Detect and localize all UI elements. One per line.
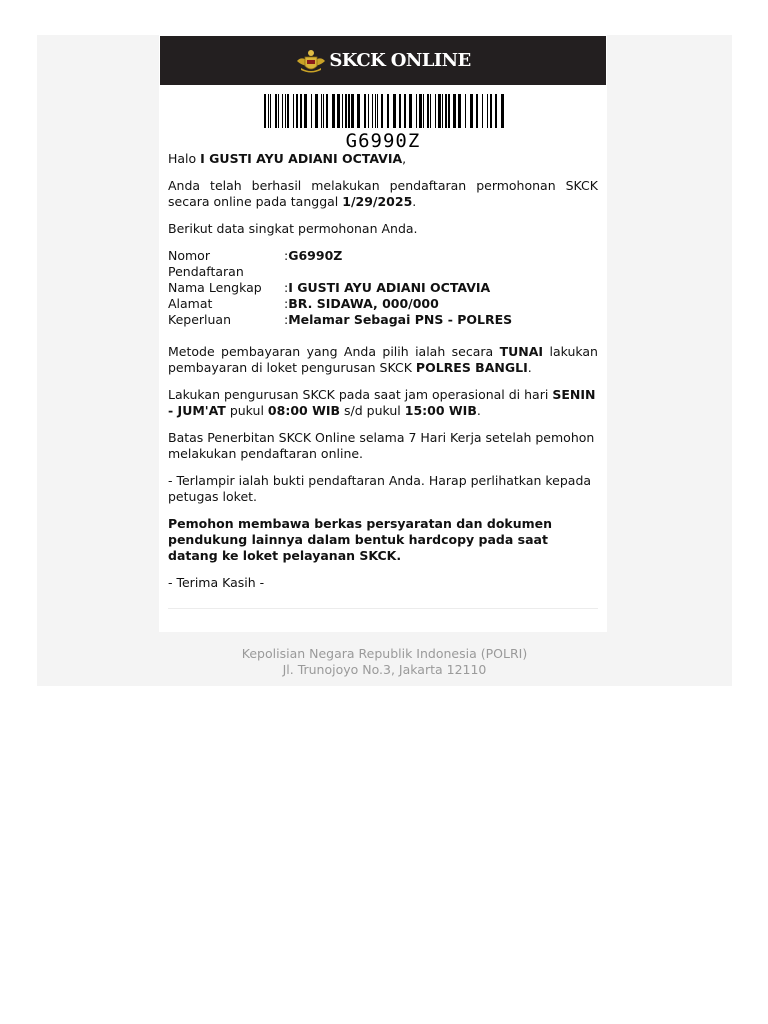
header-bar	[160, 36, 606, 85]
barcode-bar	[275, 94, 277, 128]
barcode-bar	[311, 94, 312, 128]
barcode-bar	[377, 94, 378, 128]
info-value-cell: :I GUSTI AYU ADIANI OCTAVIA	[284, 280, 491, 295]
intro-text: Anda telah berhasil melakukan pendaftaran permohonan SKCK secara online pada tanggal	[168, 178, 598, 209]
applicant-name: I GUSTI AYU ADIANI OCTAVIA	[200, 151, 403, 166]
payment-office: POLRES BANGLI	[415, 360, 528, 375]
barcode-bar	[470, 94, 473, 128]
info-row	[168, 248, 512, 280]
hours-paragraph	[168, 387, 598, 419]
barcode-bar	[270, 94, 271, 128]
barcode-bar	[495, 94, 497, 128]
info-label: Alamat	[168, 296, 213, 311]
barcode-bar	[490, 94, 492, 128]
barcode-bar	[337, 94, 340, 128]
payment-method: TUNAI	[499, 344, 544, 359]
barcode-bar	[357, 94, 360, 128]
barcode-bar	[438, 94, 441, 128]
polri-emblem-icon	[295, 48, 327, 74]
barcode-bar	[304, 94, 307, 128]
info-value: I GUSTI AYU ADIANI OCTAVIA	[288, 280, 491, 295]
attachment-text: - Terlampir ialah bukti pendaftaran Anda. Harap perlihatkan kepada petugas loket.	[168, 473, 592, 504]
barcode-bar	[287, 94, 289, 128]
payment-end: .	[527, 360, 532, 375]
barcode-bar	[285, 94, 286, 128]
barcode-bar	[342, 94, 343, 128]
footer	[37, 646, 732, 678]
barcode-bar	[409, 94, 412, 128]
info-label: Keperluan	[168, 312, 232, 327]
footer-address: Jl. Trunojoyo No.3, Jakarta 12110	[282, 662, 487, 677]
payment-paragraph	[168, 344, 598, 376]
barcode-bar	[416, 94, 417, 128]
info-value: Melamar Sebagai PNS - POLRES	[288, 312, 513, 327]
barcode-bar	[296, 94, 298, 128]
intro-end: .	[412, 194, 417, 209]
thanks-text: - Terima Kasih -	[168, 575, 265, 590]
email-card	[159, 35, 607, 632]
barcode-bar	[282, 94, 283, 128]
barcode-bar	[445, 94, 447, 128]
payment-text-1: Metode pembayaran yang Anda pilih ialah secara	[168, 344, 494, 359]
barcode-bar	[453, 94, 456, 128]
barcode-bar	[482, 94, 483, 128]
barcode-bar	[476, 94, 478, 128]
footer-organization: Kepolisian Negara Republik Indonesia (POLRI)	[241, 646, 528, 661]
barcode-number: G6990Z	[345, 130, 421, 152]
barcode-bar	[448, 94, 450, 128]
greeting-prefix: Halo	[168, 151, 197, 166]
info-row	[168, 280, 512, 296]
barcode-bar	[427, 94, 429, 128]
info-value-cell: :BR. SIDAWA, 000/000	[284, 296, 439, 311]
barcode-bar	[375, 94, 376, 128]
info-label: Nama Lengkap	[168, 280, 262, 295]
barcode-bar	[323, 94, 324, 128]
barcode-bar	[423, 94, 424, 128]
registration-date: 1/29/2025	[342, 194, 413, 209]
info-row	[168, 312, 512, 328]
barcode-bar	[458, 94, 461, 128]
barcode-bar	[364, 94, 366, 128]
barcode-bar	[345, 94, 347, 128]
closing-time: 15:00 WIB	[404, 403, 477, 418]
greeting-suffix: ,	[402, 151, 407, 166]
barcode-bar	[321, 94, 322, 128]
barcode-bar	[278, 94, 279, 128]
greeting	[168, 151, 598, 167]
barcode-bar	[332, 94, 335, 128]
deadline-text: Batas Penerbitan SKCK Online selama 7 Hari Kerja setelah pemohon melakukan pendaftaran online.	[168, 430, 595, 461]
hours-text-2: pukul	[229, 403, 264, 418]
barcode-image	[264, 94, 504, 128]
intro-paragraph	[168, 178, 598, 210]
hours-end: .	[476, 403, 481, 418]
brand-title: SKCK ONLINE	[329, 50, 471, 71]
barcode-bar	[387, 94, 389, 128]
hours-text-1: Lakukan pengurusan SKCK pada saat jam operasional di hari	[168, 387, 549, 402]
barcode-bar	[404, 94, 406, 128]
info-value-cell: :Melamar Sebagai PNS - POLRES	[284, 312, 513, 327]
divider	[168, 608, 598, 609]
barcode-bar	[399, 94, 401, 128]
barcode-bar	[300, 94, 302, 128]
operating-days: SENIN - JUM'AT	[168, 387, 596, 418]
info-value: BR. SIDAWA, 000/000	[288, 296, 439, 311]
info-value-cell: :G6990Z	[284, 248, 343, 263]
barcode-bar	[419, 94, 422, 128]
barcode-bar	[381, 94, 383, 128]
summary-text: Berikut data singkat permohonan Anda.	[168, 221, 418, 236]
email-background	[37, 35, 732, 686]
barcode-bar	[315, 94, 318, 128]
barcode-bar	[268, 94, 269, 128]
barcode-bar	[442, 94, 443, 128]
barcode-bar	[293, 94, 294, 128]
payment-text-2: lakukan pembayaran di loket pengurusan SKCK	[168, 344, 598, 375]
barcode-bar	[348, 94, 350, 128]
barcode-bar	[351, 94, 354, 128]
application-info-table	[168, 248, 512, 328]
barcode-bar	[435, 94, 436, 128]
skck-logo	[295, 48, 470, 74]
info-value: G6990Z	[288, 248, 343, 263]
barcode-bar	[372, 94, 373, 128]
barcode-bar	[501, 94, 504, 128]
email-body	[168, 151, 598, 591]
barcode-bar	[264, 94, 266, 128]
barcode-bar	[326, 94, 328, 128]
barcode-bar	[368, 94, 369, 128]
barcode-bar	[487, 94, 488, 128]
info-row	[168, 296, 512, 312]
info-label: Nomor Pendaftaran	[168, 248, 244, 279]
barcode-bar	[430, 94, 431, 128]
barcode-bar	[465, 94, 466, 128]
notice-text: Pemohon membawa berkas persyaratan dan dokumen pendukung lainnya dalam bentuk hardcopy pada saat datang ke loket pelayanan SKCK.	[168, 516, 553, 563]
barcode-bar	[393, 94, 396, 128]
hours-text-3: s/d pukul	[344, 403, 401, 418]
opening-time: 08:00 WIB	[267, 403, 341, 418]
